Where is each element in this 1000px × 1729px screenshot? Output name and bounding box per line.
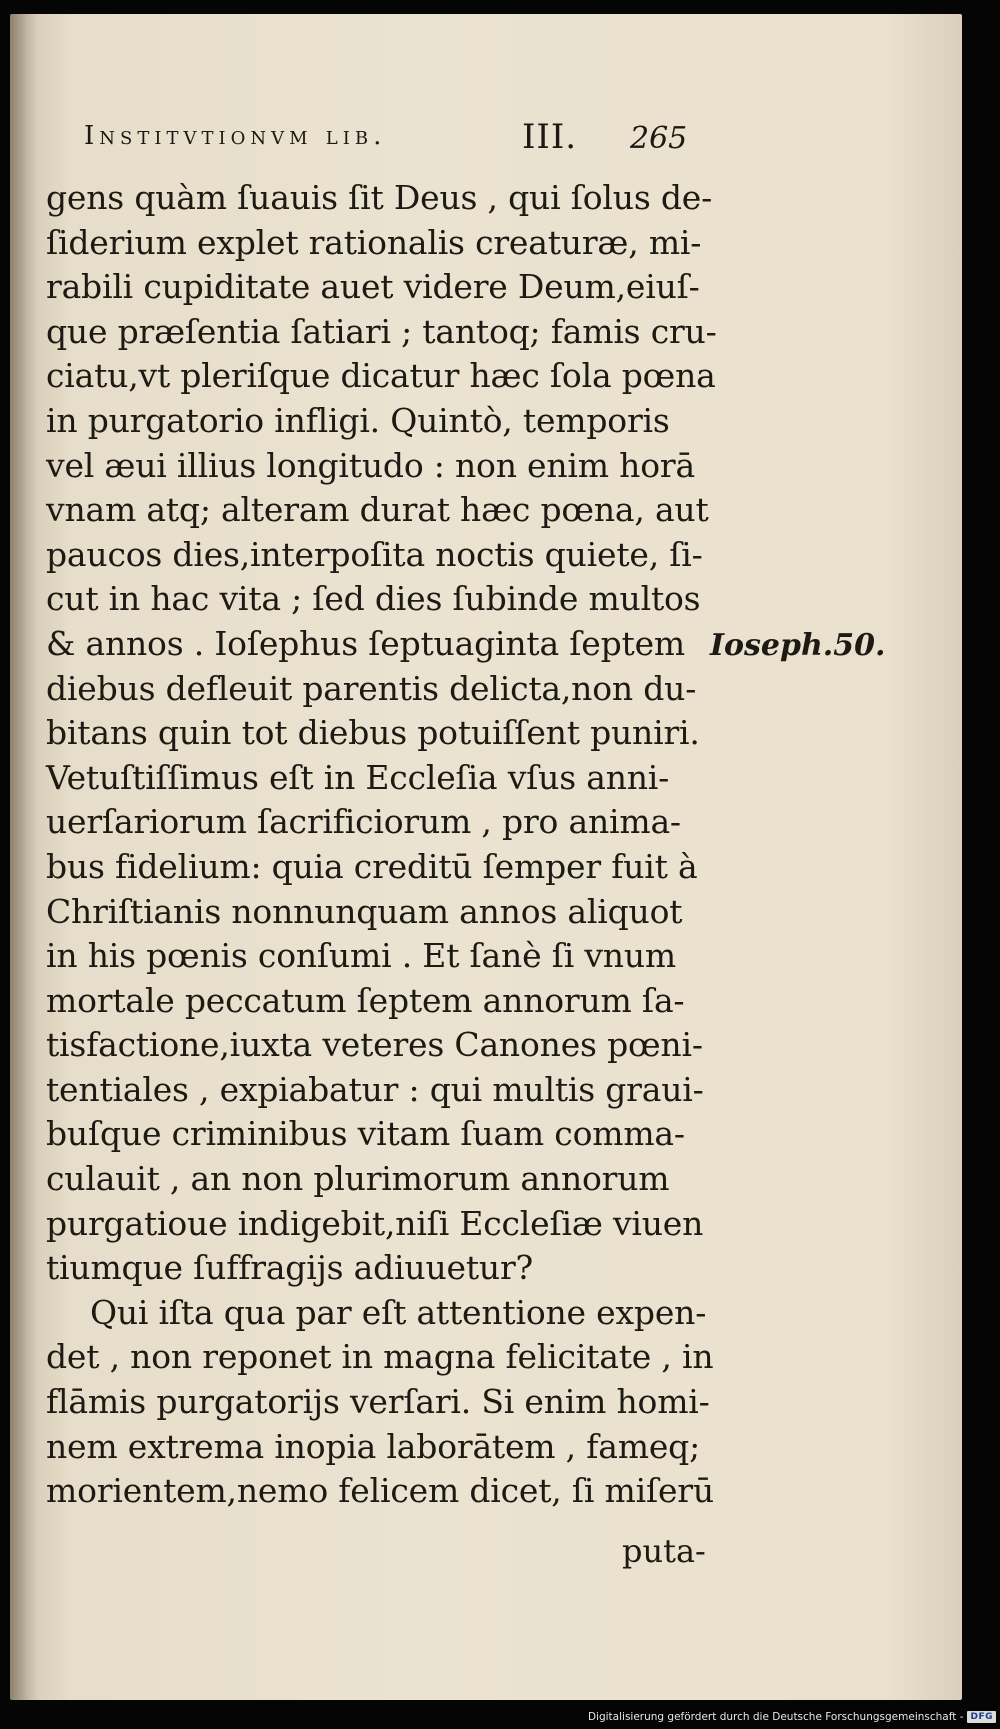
text-line: mortale peccatum ſeptem annorum ſa-: [46, 980, 685, 1020]
page-header: [84, 117, 724, 163]
text-line: vel æui illius longitudo : non enim horā: [46, 445, 695, 485]
text-line: vnam atq; alteram durat hæc pœna, aut: [46, 490, 709, 530]
dfg-logo: DFG: [967, 1711, 996, 1723]
text-line: det , non reponet in magna felicitate , in: [46, 1337, 714, 1377]
text-line: nem extrema inopia laborātem , fameq;: [46, 1426, 701, 1466]
text-line: ciatu,vt pleriſque dicatur hæc ſola pœna: [46, 356, 716, 396]
text-line: & annos . Ioſephus ſeptuaginta ſeptem: [46, 623, 685, 663]
text-line: tisfactione,iuxta veteres Canones pœni-: [46, 1025, 703, 1065]
text-line: Vetuſtiſſimus eſt in Eccleſia vſus anni-: [46, 757, 670, 797]
text-line: flāmis purgatorijs verſari. Si enim homi-: [46, 1382, 710, 1422]
text-line: bus fidelium: quia creditū ſemper fuit à: [46, 846, 698, 886]
text-line: Chriſtianis nonnunquam annos aliquot: [46, 891, 683, 931]
text-line: cut in hac vita ; ſed dies ſubinde multos: [46, 579, 701, 619]
text-line: buſque criminibus vitam ſuam comma-: [46, 1114, 685, 1154]
funding-credit: Digitalisierung gefördert durch die Deutsche Forschungsgemeinschaft -: [587, 1711, 964, 1723]
text-line: tentiales , expiabatur : qui multis graui-: [46, 1069, 704, 1109]
text-line: diebus defleuit parentis delicta,non du-: [46, 668, 697, 708]
digitization-footer: [588, 1707, 996, 1727]
book-page: [10, 14, 962, 1700]
text-line: gens quàm ſuauis ſit Deus , qui ſolus de-: [46, 178, 713, 217]
text-line: in purgatorio infligi. Quintò, temporis: [46, 400, 670, 440]
text-line: uerſariorum ſacrificiorum , pro anima-: [46, 802, 681, 842]
marginal-note: Ioseph.50.: [710, 628, 886, 663]
main-text: [46, 176, 726, 1514]
text-line: rabili cupiditate auet videre Deum,eiuſ-: [46, 267, 700, 307]
text-line: Qui iſta qua par eſt attentione expen-: [90, 1292, 707, 1332]
text-line: morientem,nemo felicem dicet, ſi miſerū: [46, 1471, 714, 1511]
catchword: puta-: [622, 1532, 706, 1570]
page-number: 265: [630, 121, 688, 156]
gutter-shadow: [10, 14, 38, 1700]
text-line: ſiderium explet rationalis creaturæ, mi-: [46, 222, 702, 262]
text-line: tiumque ſuffragijs adiuuetur?: [46, 1248, 534, 1288]
text-line: culauit , an non plurimorum annorum: [46, 1159, 670, 1199]
text-line: bitans quin tot diebus potuiſſent puniri.: [46, 713, 700, 753]
text-line: in his pœnis conſumi . Et ſanè ſi vnum: [46, 936, 677, 976]
text-line: purgatioue indigebit,niſi Eccleſiæ viuen: [46, 1203, 704, 1243]
book-number: III.: [522, 117, 578, 157]
text-line: que præſentia ſatiari ; tantoq; famis cru-: [46, 311, 717, 351]
running-head: Institvtionvm lib.: [84, 121, 387, 151]
text-line: paucos dies,interpoſita noctis quiete, ſi-: [46, 534, 703, 574]
